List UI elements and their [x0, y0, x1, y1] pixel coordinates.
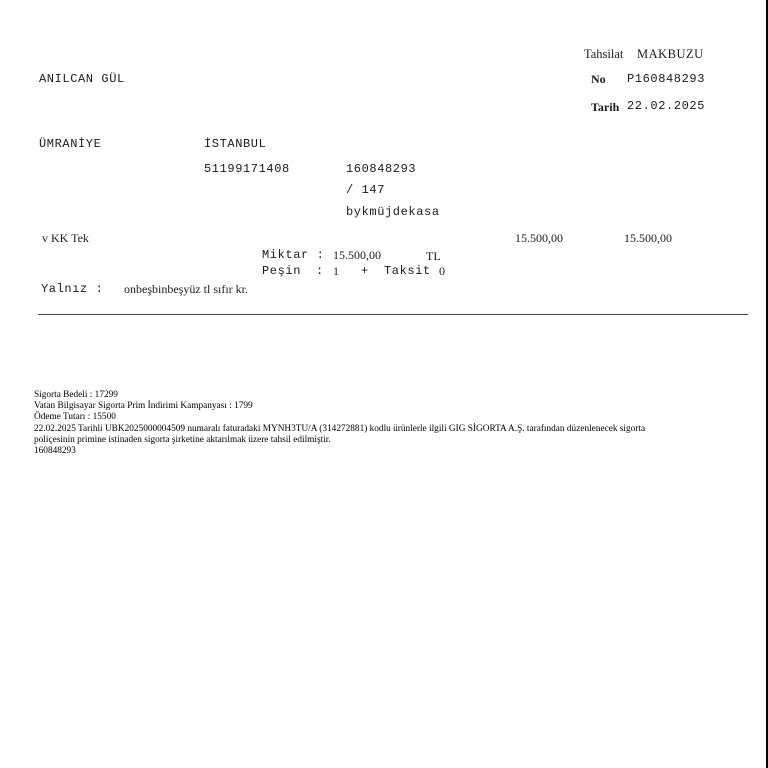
pesin-value: 1 [333, 264, 339, 278]
receipt-no-value: P160848293 [627, 72, 706, 86]
receipt-date-label: Tarih [591, 100, 620, 114]
taksit-value: 0 [439, 264, 445, 278]
customer-ref-sub: / 147 [346, 183, 386, 197]
customer-name: ANILCAN GÜL [39, 72, 125, 86]
amount-in-words: onbeşbinbeşyüz tl sıfır kr. [124, 282, 248, 296]
customer-district: ÜMRANİYE [39, 137, 102, 151]
receipt-title-makbuzu: MAKBUZU [637, 47, 704, 61]
receipt-date-value: 22.02.2025 [627, 99, 706, 113]
yalniz-label: Yalnız : [41, 282, 104, 296]
customer-ref-no: 160848293 [346, 162, 417, 176]
receipt-title-tahsilat: Tahsilat [584, 47, 624, 61]
pesin-separator: : [316, 264, 324, 278]
note-line: Sigorta Bedeli : 17299 [34, 390, 118, 400]
receipt-no-label: No [591, 72, 606, 86]
note-line: 22.02.2025 Tarihli UBK2025000004509 numaralı faturadaki MYNH3TU/A (314272881) kodlu ürünlerle ilgili GIG SİGORTA A.Ş. tarafından düzenlenecek sigorta [34, 423, 646, 434]
divider-line [38, 314, 748, 315]
note-line: poliçesinin primine istinaden sigorta şirketine aktarılmak üzere tahsil edilmiştir. [34, 434, 331, 445]
currency-label: TL [426, 249, 441, 263]
customer-city: İSTANBUL [204, 137, 267, 151]
note-line: Ödeme Tutarı : 15500 [34, 412, 116, 423]
notes-block [34, 390, 734, 457]
note-line: Vatan Bilgisayar Sigorta Prim İndirimi Kampanyası : 1799 [34, 401, 253, 412]
miktar-value: 15.500,00 [333, 248, 381, 262]
line-item-description: v KK Tek [42, 231, 89, 245]
cashier-user: bykmüjdekasa [346, 205, 440, 219]
line-item-total: 15.500,00 [624, 231, 672, 245]
miktar-label: Miktar : [262, 248, 325, 262]
customer-tax-no: 51199171408 [204, 162, 290, 176]
line-item-unit-price: 15.500,00 [515, 231, 563, 245]
pesin-label: Peşin [262, 264, 302, 278]
taksit-label: Taksit [384, 264, 431, 278]
note-line: 160848293 [34, 446, 76, 457]
plus-sign: + [361, 264, 369, 278]
